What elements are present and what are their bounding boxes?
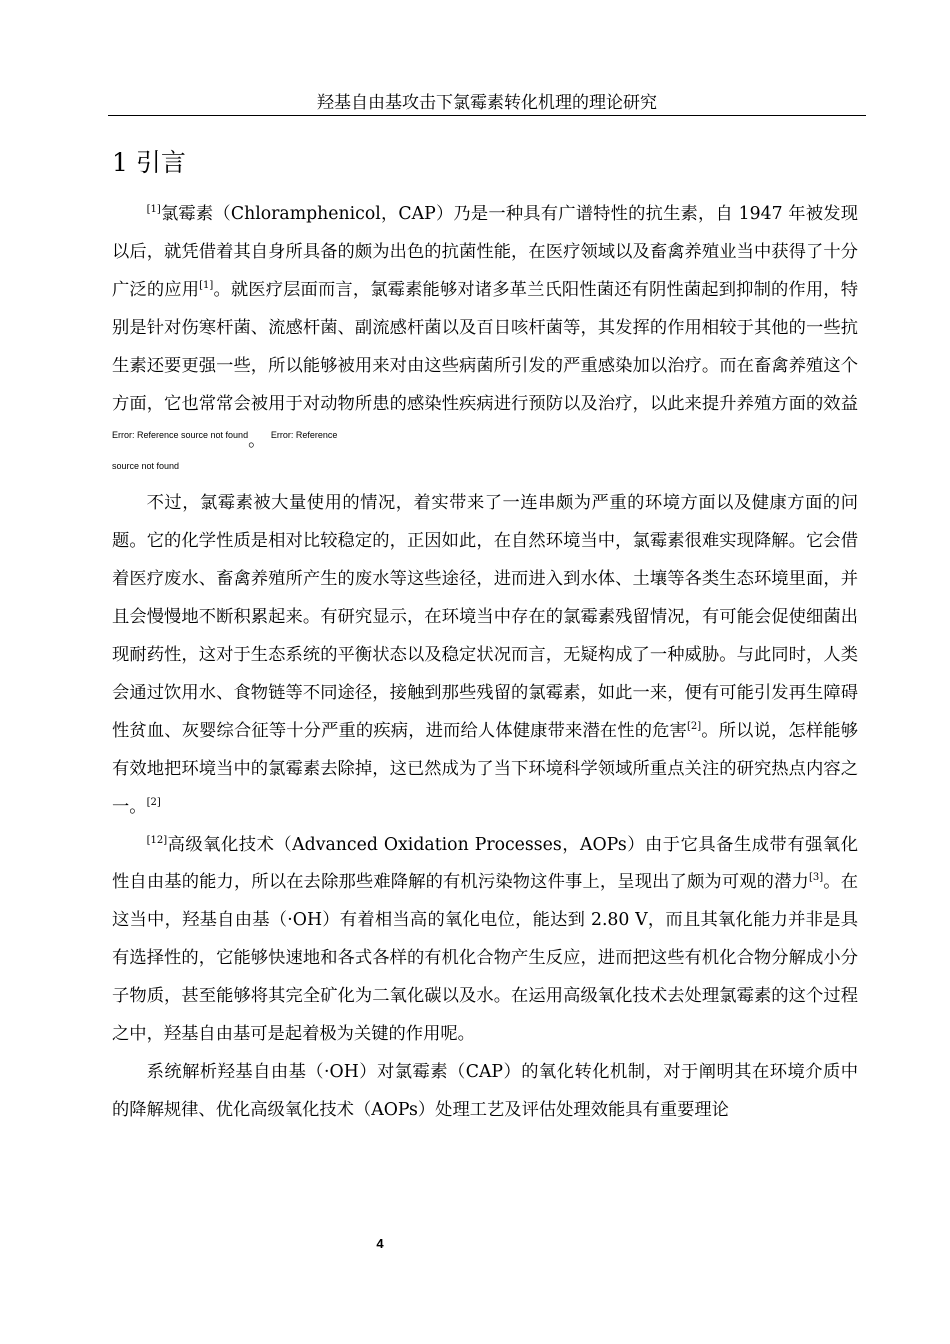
body-text — [112, 196, 858, 1130]
paragraph-4 — [112, 1054, 858, 1130]
citation[interactable]: [2] — [686, 720, 702, 732]
reference-error: Error: Reference source not found — [112, 430, 249, 441]
reference-error: Error: Reference — [270, 430, 338, 441]
running-header: 羟基自由基攻击下氯霉素转化机理的理论研究 — [317, 93, 657, 113]
paragraph-text: 不过，氯霉素被大量使用的情况，着实带来了一连串颇为严重的环境方面以及健康方面的问题。它的化学性质是相对比较稳定的，正因如此，在自然环境当中，氯霉素很难实现降解。它会借着医疗废水、畜禽养殖所产生的废水等这些途径，进而进入到水体、土壤等各类生态环境里面，并且会慢慢地不断积累起来。有研究显示，在环境当中存在的氯霉素残留情况，有可能会促使细菌出现耐药性，这对于生态系统的平衡状态以及稳定状况而言，无疑构成了一种威胁。与此同时，人类会通过饮用水、食物链等不同途径，接触到那些残留的氯霉素，如此一来，便有可能引发再生障碍性贫血、灰婴综合征等十分严重的疾病，进而给人体健康带来潜在性的危害 — [112, 493, 858, 741]
section-title: 1 引言 — [112, 148, 186, 177]
citation[interactable]: [1] — [199, 279, 214, 291]
paragraph-text: 氯霉素（Chloramphenicol，CAP）乃是一种具有广谱特性的抗生素，自 1947 年被发现以后，就凭借着其自身所具备的颇为出色的抗菌性能，在医疗领域以及畜禽养殖业当中获得了十分广泛的应用 — [112, 204, 858, 300]
paragraph-3 — [112, 827, 858, 1054]
paragraph-text: 。 — [248, 431, 266, 452]
header-rule — [108, 115, 866, 116]
paragraph-text: 。所以说，怎样能够有效地把环境当中的氯霉素去除掉，这已然成为了当下环境科学领域所重点关注的研究热点内容之一。 — [112, 720, 858, 817]
reference-error-tail: source not found — [112, 461, 180, 472]
citation[interactable]: [1] — [146, 204, 161, 215]
citation[interactable]: [12] — [146, 834, 168, 846]
citation[interactable]: [3] — [808, 872, 824, 884]
paragraph-text: 。就医疗层面而言，氯霉素能够对诸多革兰氏阳性菌还有阴性菌起到抑制的作用，特别是针对伤寒杆菌、流感杆菌、副流感杆菌以及百日咳杆菌等，其发挥的作用相较于其他的一些抗生素还要更强一些，所以能够被用来对由这些病菌所引发的严重感染加以治疗。而在畜禽养殖这个方面，它也常常会被用于对动物所患的感染性疾病进行预防以及治疗，以此来提升养殖方面的效益 — [112, 279, 858, 414]
paragraph-text: 。在这当中，羟基自由基（·OH）有着相当高的氧化电位，能达到 2.80 V，而且其氧化能力并非是具有选择性的，它能够快速地和各式各样的有机化合物产生反应，进而把这些有机化合物分解成小分子物质，甚至能够将其完全矿化为二氧化碳以及水。在运用高级氧化技术去处理氯霉素的这个过程之中，羟基自由基可是起着极为关键的作用呢。 — [112, 872, 858, 1045]
paragraph-2 — [112, 485, 858, 826]
paragraph-1 — [112, 196, 858, 461]
paragraph-text: 高级氧化技术（Advanced Oxidation Processes，AOPs）由于它具备生成带有强氧化性自由基的能力，所以在去除那些难降解的有机污染物这件事上，呈现出了颇为可观的潜力 — [112, 834, 858, 893]
paragraph-text: 系统解析羟基自由基（·OH）对氯霉素（CAP）的氧化转化机制，对于阐明其在环境介质中的降解规律、优化高级氧化技术（AOPs）处理工艺及评估处理效能具有重要理论 — [112, 1061, 858, 1120]
citation[interactable]: [2] — [146, 796, 161, 808]
page-number: 4 — [376, 1236, 384, 1251]
